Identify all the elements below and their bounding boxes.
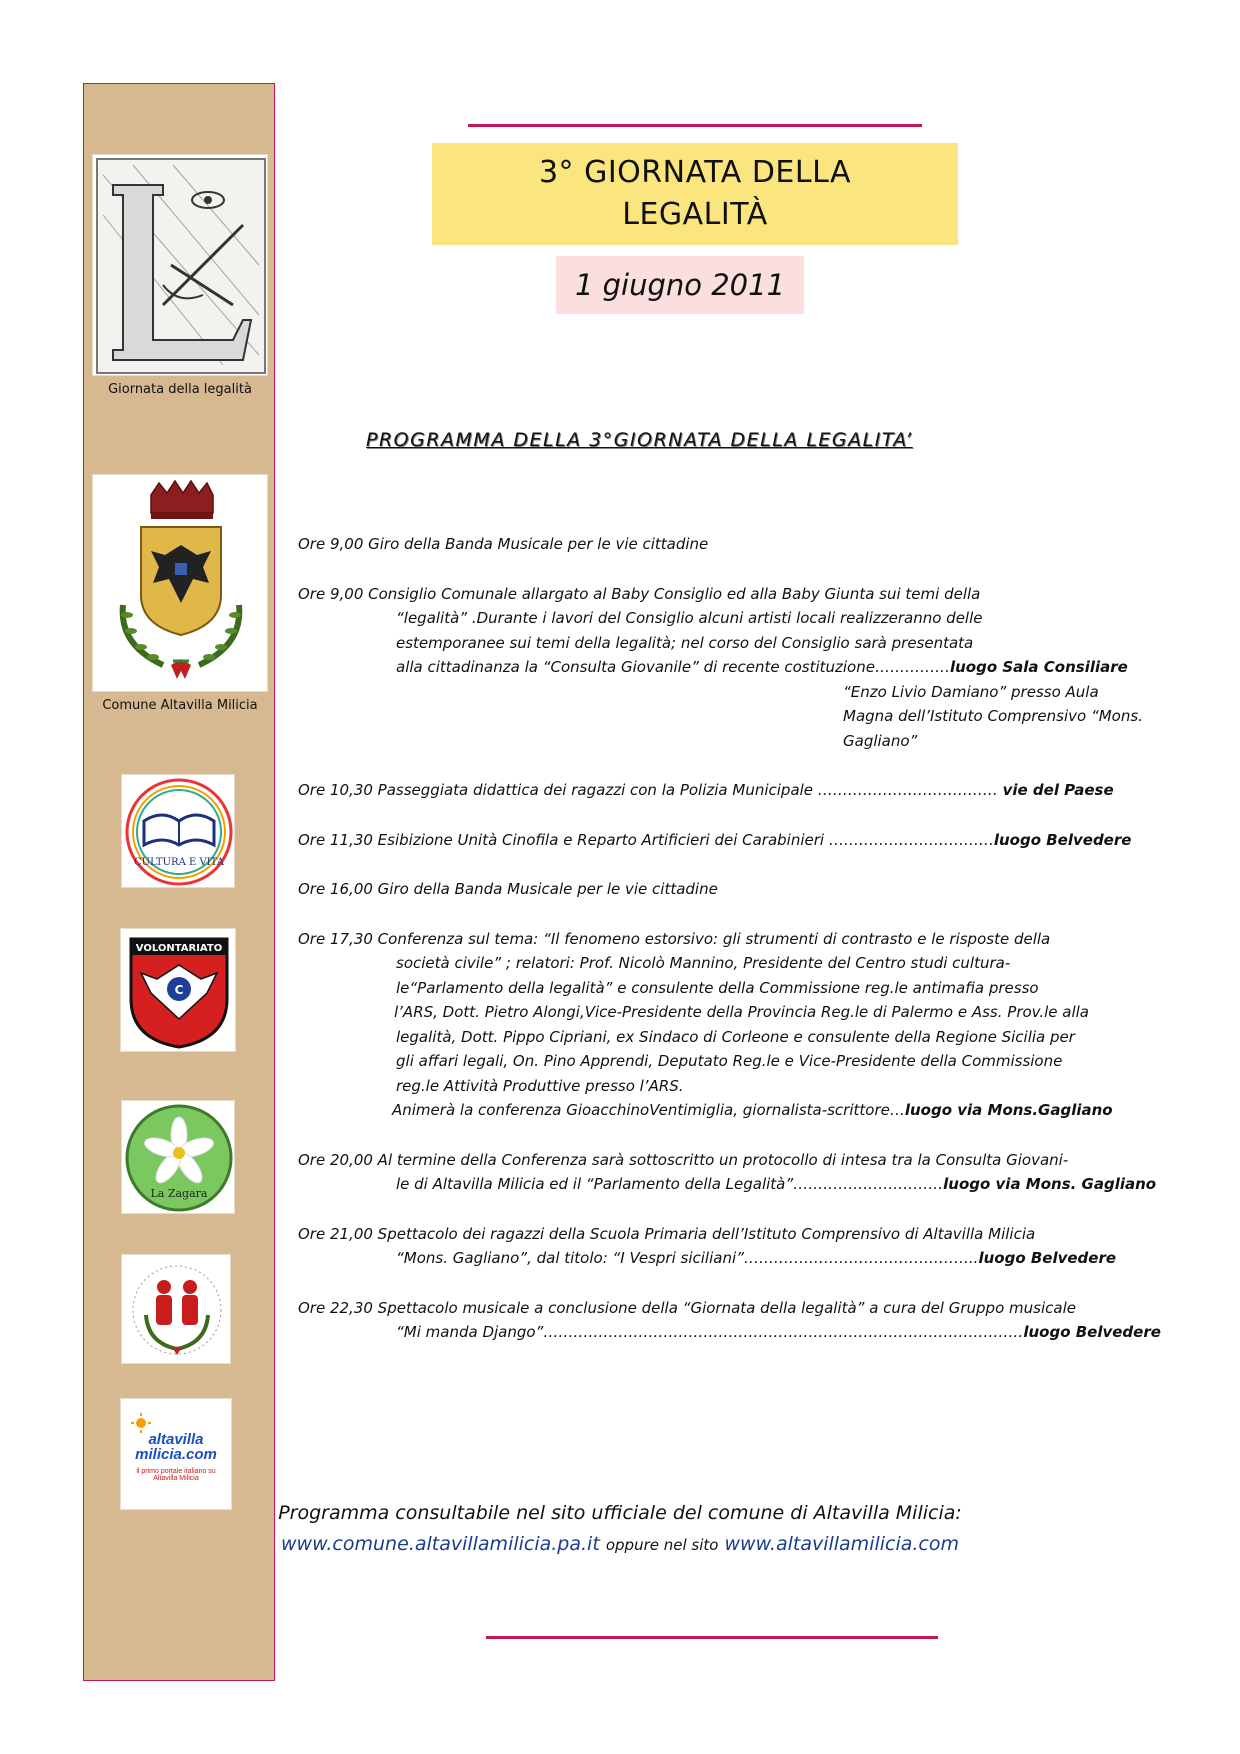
program-line: Ore 9,00 Consiglio Comunale allargato al Baby Consiglio ed alla Baby Giunta sui temi della — [298, 584, 981, 603]
program-line: legalità, Dott. Pippo Cipriani, ex Sindaco di Corleone e consulente della Regione Sicilia per — [396, 1027, 1075, 1046]
program-line: le“Parlamento della legalità” e consulente della Commissione reg.le antimafia presso — [396, 978, 1039, 997]
program-line: estemporanee sui temi della legalità; nel corso del Consiglio sarà presentata — [396, 633, 974, 652]
program-line — [298, 1320, 1168, 1345]
event-date: 1 giugno 2011 — [574, 268, 786, 302]
program-item — [298, 828, 1168, 853]
sun-icon — [131, 1413, 151, 1433]
footer-middle-text: oppure nel sito — [605, 1536, 719, 1554]
program-line: Ore 21,00 Spettacolo dei ragazzi della Scuola Primaria dell’Istituto Comprensivo di Altavilla Milicia — [298, 1224, 1036, 1243]
top-divider — [468, 124, 922, 127]
cultura-e-vita-text: CULTURA E VITA — [134, 857, 224, 868]
program-place: luogo via Mons.Gagliano — [904, 1101, 1113, 1119]
program-line: Ore 17,30 Conferenza sul tema: “Il fenomeno estorsivo: gli strumenti di contrasto e le risposte della — [298, 929, 1051, 948]
legality-logo-caption: Giornata della legalità — [108, 382, 252, 397]
program-place-detail: “Enzo Livio Damiano” presso Aula Magna dell’Istituto Comprensivo “Mons. Gagliano” — [843, 682, 1143, 750]
program-item — [298, 1148, 1168, 1197]
sidebar — [83, 83, 275, 1681]
program-line — [298, 1246, 1168, 1271]
program-place: vie del Paese — [1002, 781, 1114, 799]
program-text: Ore 11,30 Esibizione Unità Cinofila e Reparto Artificieri dei Carabinieri …………………………… — [298, 830, 994, 849]
program-text: Animerà la conferenza GioacchinoVentimiglia, giornalista-scrittore… — [392, 1101, 905, 1119]
program-item — [298, 1296, 1168, 1345]
program-line: società civile” ; relatori: Prof. Nicolò Mannino, Presidente del Centro studi cultura- — [396, 954, 1011, 972]
program-line: Ore 9,00 Giro della Banda Musicale per le vie cittadine — [298, 535, 709, 553]
people-icon — [122, 1255, 231, 1364]
program-line — [298, 778, 1168, 803]
volontariato-text: VOLONTARIATO — [135, 943, 223, 954]
footer-links — [0, 1533, 1240, 1555]
program-place: luogo via Mons. Gagliano — [943, 1175, 1157, 1193]
program-line — [298, 1098, 1168, 1123]
program-item — [298, 927, 1168, 1123]
title-banner — [432, 143, 958, 245]
program-text: “Mi manda Django”…………………………………………………………………………………… — [396, 1323, 1024, 1341]
bottom-divider — [486, 1636, 938, 1639]
program-line: l’ARS, Dott. Pietro Alongi,Vice-Presidente della Provincia Reg.le di Palermo e Ass. Prov.le alla — [394, 1003, 1089, 1021]
la-zagara-logo — [121, 1100, 235, 1214]
book-icon — [122, 775, 235, 888]
altavillamilicia-website-link[interactable]: www.altavillamilicia.com — [724, 1533, 960, 1555]
flower-icon — [122, 1101, 235, 1214]
program-line — [298, 655, 1168, 680]
program-title: PROGRAMMA DELLA 3°GIORNATA DELLA LEGALITA’ — [366, 429, 913, 451]
legality-logo — [92, 154, 268, 376]
footer-note: Programma consultabile nel sito ufficiale del comune di Altavilla Milicia: — [278, 1502, 962, 1524]
municipality-crest-caption: Comune Altavilla Milicia — [102, 698, 258, 713]
program-place: luogo Belvedere — [978, 1249, 1117, 1267]
program-list — [298, 532, 1168, 1370]
legality-l-icon — [93, 155, 268, 376]
page-title: 3° GIORNATA DELLA LEGALITÀ — [538, 155, 852, 232]
altavillamilicia-com-logo — [120, 1398, 232, 1510]
program-item — [298, 778, 1168, 803]
program-place: luogo Belvedere — [1023, 1323, 1161, 1341]
altavillamilicia-com-text: altavilla milicia.com — [135, 1431, 217, 1463]
program-line: gli affari legali, On. Pino Apprendi, Deputato Reg.le e Vice-Presidente della Commissione — [396, 1052, 1063, 1070]
program-line — [298, 1172, 1168, 1197]
program-line: Ore 20,00 Al termine della Conferenza sarà sottoscritto un protocollo di intesa tra la Consulta Giovani- — [298, 1150, 1069, 1169]
volontariato-shield-icon — [121, 929, 236, 1052]
program-line: Ore 16,00 Giro della Banda Musicale per le vie cittadine — [298, 880, 718, 898]
comune-website-link[interactable]: www.comune.altavillamilicia.pa.it — [280, 1533, 600, 1555]
municipality-crest — [92, 474, 268, 692]
date-banner — [556, 256, 804, 314]
program-item — [298, 582, 1168, 754]
program-item — [298, 532, 1168, 557]
svg-text:C: C — [174, 983, 184, 997]
altavillamilicia-com-subtext: il primo portale italiano su Altavilla Milicia — [136, 1468, 216, 1482]
program-item — [298, 1222, 1168, 1271]
program-text: alla cittadinanza la “Consulta Giovanile” di recente costituzione…………… — [396, 658, 950, 676]
program-text: Ore 10,30 Passeggiata didattica dei ragazzi con la Polizia Municipale ……………………………… — [298, 781, 998, 799]
cultura-e-vita-logo — [121, 774, 235, 888]
volontariato-logo — [120, 928, 236, 1052]
program-text: le di Altavilla Milicia ed il “Parlamento della Legalità”………………………… — [396, 1175, 944, 1193]
program-place: luogo Belvedere — [993, 830, 1132, 849]
crest-icon — [93, 475, 268, 692]
program-place: luogo Sala Consiliare — [949, 658, 1128, 676]
la-zagara-text: La Zagara — [150, 1187, 208, 1200]
program-line: “legalità” .Durante i lavori del Consiglio alcuni artisti locali realizzeranno delle — [396, 609, 983, 627]
program-item — [298, 877, 1168, 902]
program-line — [298, 828, 1168, 853]
program-line: Ore 22,30 Spettacolo musicale a conclusione della “Giornata della legalità” a cura del Gruppo musicale — [298, 1298, 1076, 1317]
program-text: “Mons. Gagliano”, dal titolo: “I Vespri siciliani”……………………………………….. — [396, 1249, 979, 1267]
program-line: reg.le Attività Produttive presso l’ARS. — [396, 1076, 684, 1095]
consulta-giovanile-logo — [121, 1254, 231, 1364]
